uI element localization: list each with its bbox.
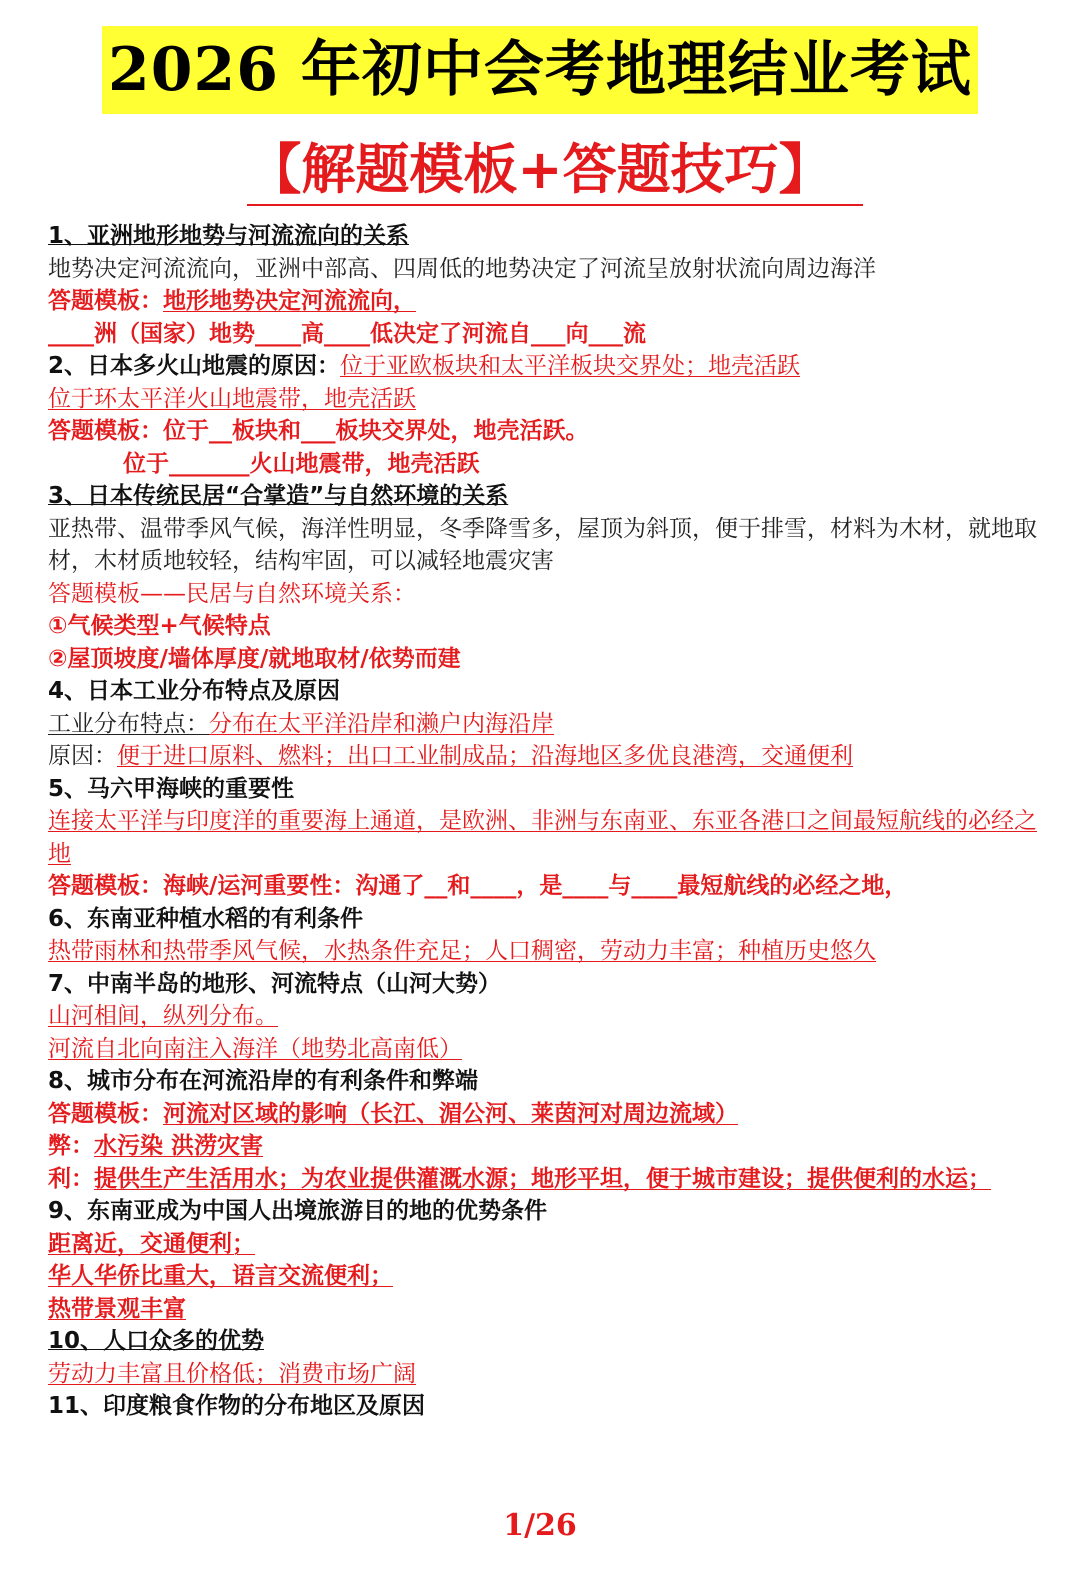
template-label: 答题模板： — [48, 288, 163, 314]
section-2-heading-line — [48, 350, 1038, 383]
cons-label: 弊： — [48, 1133, 94, 1159]
section-10-heading: 10、人口众多的优势 — [48, 1328, 265, 1354]
section-3-heading: 3、日本传统民居“合掌造”与自然环境的关系 — [48, 483, 509, 509]
pros-label: 利： — [48, 1165, 94, 1192]
section-3-text: 亚热带、温带季风气候，海洋性明显，冬季降雪多，屋顶为斜顶，便于排雪，材料为木材，就地取材，木材质地较轻，结构牢固，可以减轻地震灾害 — [48, 515, 1037, 574]
section-5-heading: 5、马六甲海峡的重要性 — [48, 775, 295, 802]
section-7-line-2: 河流自北向南注入海洋（地势北高南低） — [48, 1035, 462, 1062]
section-6-text: 热带雨林和热带季风气候，水热条件充足；人口稠密，劳动力丰富；种植历史悠久 — [48, 938, 876, 964]
page-subtitle: 【解题模板+答题技巧】 — [247, 138, 862, 206]
section-4-reasons — [48, 740, 1038, 773]
section-3-template: 答题模板——民居与自然环境关系： — [48, 580, 416, 607]
section-4-value-1: 分布在太平洋沿岸和濑户内海沿岸 — [209, 710, 554, 737]
title-container — [0, 26, 1080, 114]
section-2-heading: 2、日本多火山地震的原因： — [48, 353, 341, 379]
section-2-answer-2: 位于环太平洋火山地震带，地壳活跃 — [48, 385, 416, 412]
page-number: 1/26 — [503, 1508, 577, 1543]
section-3-point-2: ②屋顶坡度/墙体厚度/就地取材/依势而建 — [48, 645, 461, 672]
template-text: 地形地势决定河流流向， — [163, 288, 416, 314]
section-2-template-2: 位于_______火山地震带，地壳活跃 — [123, 450, 480, 477]
section-2-answer-1: 位于亚欧板块和太平洋板块交界处；地壳活跃 — [340, 353, 801, 379]
pros-text: 提供生产生活用水；为农业提供灌溉水源；地形平坦，便于城市建设；提供便利的水运； — [94, 1165, 991, 1192]
cons-text: 水污染 洪涝灾害 — [94, 1133, 264, 1159]
section-5-text: 连接太平洋与印度洋的重要海上通道，是欧洲、非洲与东南亚、东亚各港口之间最短航线的必经之地 — [48, 808, 1037, 867]
section-8-cons — [48, 1130, 1038, 1163]
template-label: 答题模板： — [48, 1100, 163, 1127]
section-4-heading: 4、日本工业分布特点及原因 — [48, 678, 341, 704]
subtitle-container — [0, 138, 1080, 206]
section-4-value-2: 便于进口原料、燃料；出口工业制成品；沿海地区多优良港湾，交通便利 — [117, 743, 853, 769]
section-9-heading: 9、东南亚成为中国人出境旅游目的地的优势条件 — [48, 1198, 548, 1224]
section-7-heading: 7、中南半岛的地形、河流特点（山河大势） — [48, 970, 502, 997]
page-title: 2026 年初中会考地理结业考试 — [102, 26, 978, 114]
section-8-pros — [48, 1163, 1038, 1196]
section-4-label-2: 原因： — [48, 743, 117, 769]
section-11-heading: 11、印度粮食作物的分布地区及原因 — [48, 1393, 426, 1419]
document-body — [48, 220, 1038, 1423]
section-9-line-2: 华人华侨比重大，语言交流便利； — [48, 1263, 393, 1289]
section-6-heading: 6、东南亚种植水稻的有利条件 — [48, 905, 364, 932]
section-1-template — [48, 285, 1038, 318]
section-2-template-1: 答题模板：位于__板块和___板块交界处，地壳活跃。 — [48, 418, 589, 444]
section-5-template: 答题模板：海峡/运河重要性：沟通了__和____，是____与____最短航线的必经之地， — [48, 873, 908, 899]
section-8-heading: 8、城市分布在河流沿岸的有利条件和弊端 — [48, 1068, 479, 1094]
section-9-line-3: 热带景观丰富 — [48, 1295, 186, 1322]
section-7-line-1: 山河相间，纵列分布。 — [48, 1003, 278, 1029]
section-1-text: 地势决定河流流向，亚洲中部高、四周低的地势决定了河流呈放射状流向周边海洋 — [48, 255, 876, 282]
template-text: 河流对区域的影响（长江、湄公河、莱茵河对周边流域） — [163, 1100, 738, 1127]
section-9-line-1: 距离近，交通便利； — [48, 1230, 255, 1257]
section-8-template — [48, 1098, 1038, 1131]
section-3-point-1: ①气候类型+气候特点 — [48, 613, 271, 639]
section-1-template-blank: ____洲（国家）地势____高____低决定了河流自___向___流 — [48, 320, 646, 347]
section-1-heading: 1、亚洲地形地势与河流流向的关系 — [48, 223, 410, 249]
section-4-features — [48, 708, 1038, 741]
section-10-text: 劳动力丰富且价格低；消费市场广阔 — [48, 1360, 416, 1387]
section-4-label-1: 工业分布特点： — [48, 710, 209, 737]
